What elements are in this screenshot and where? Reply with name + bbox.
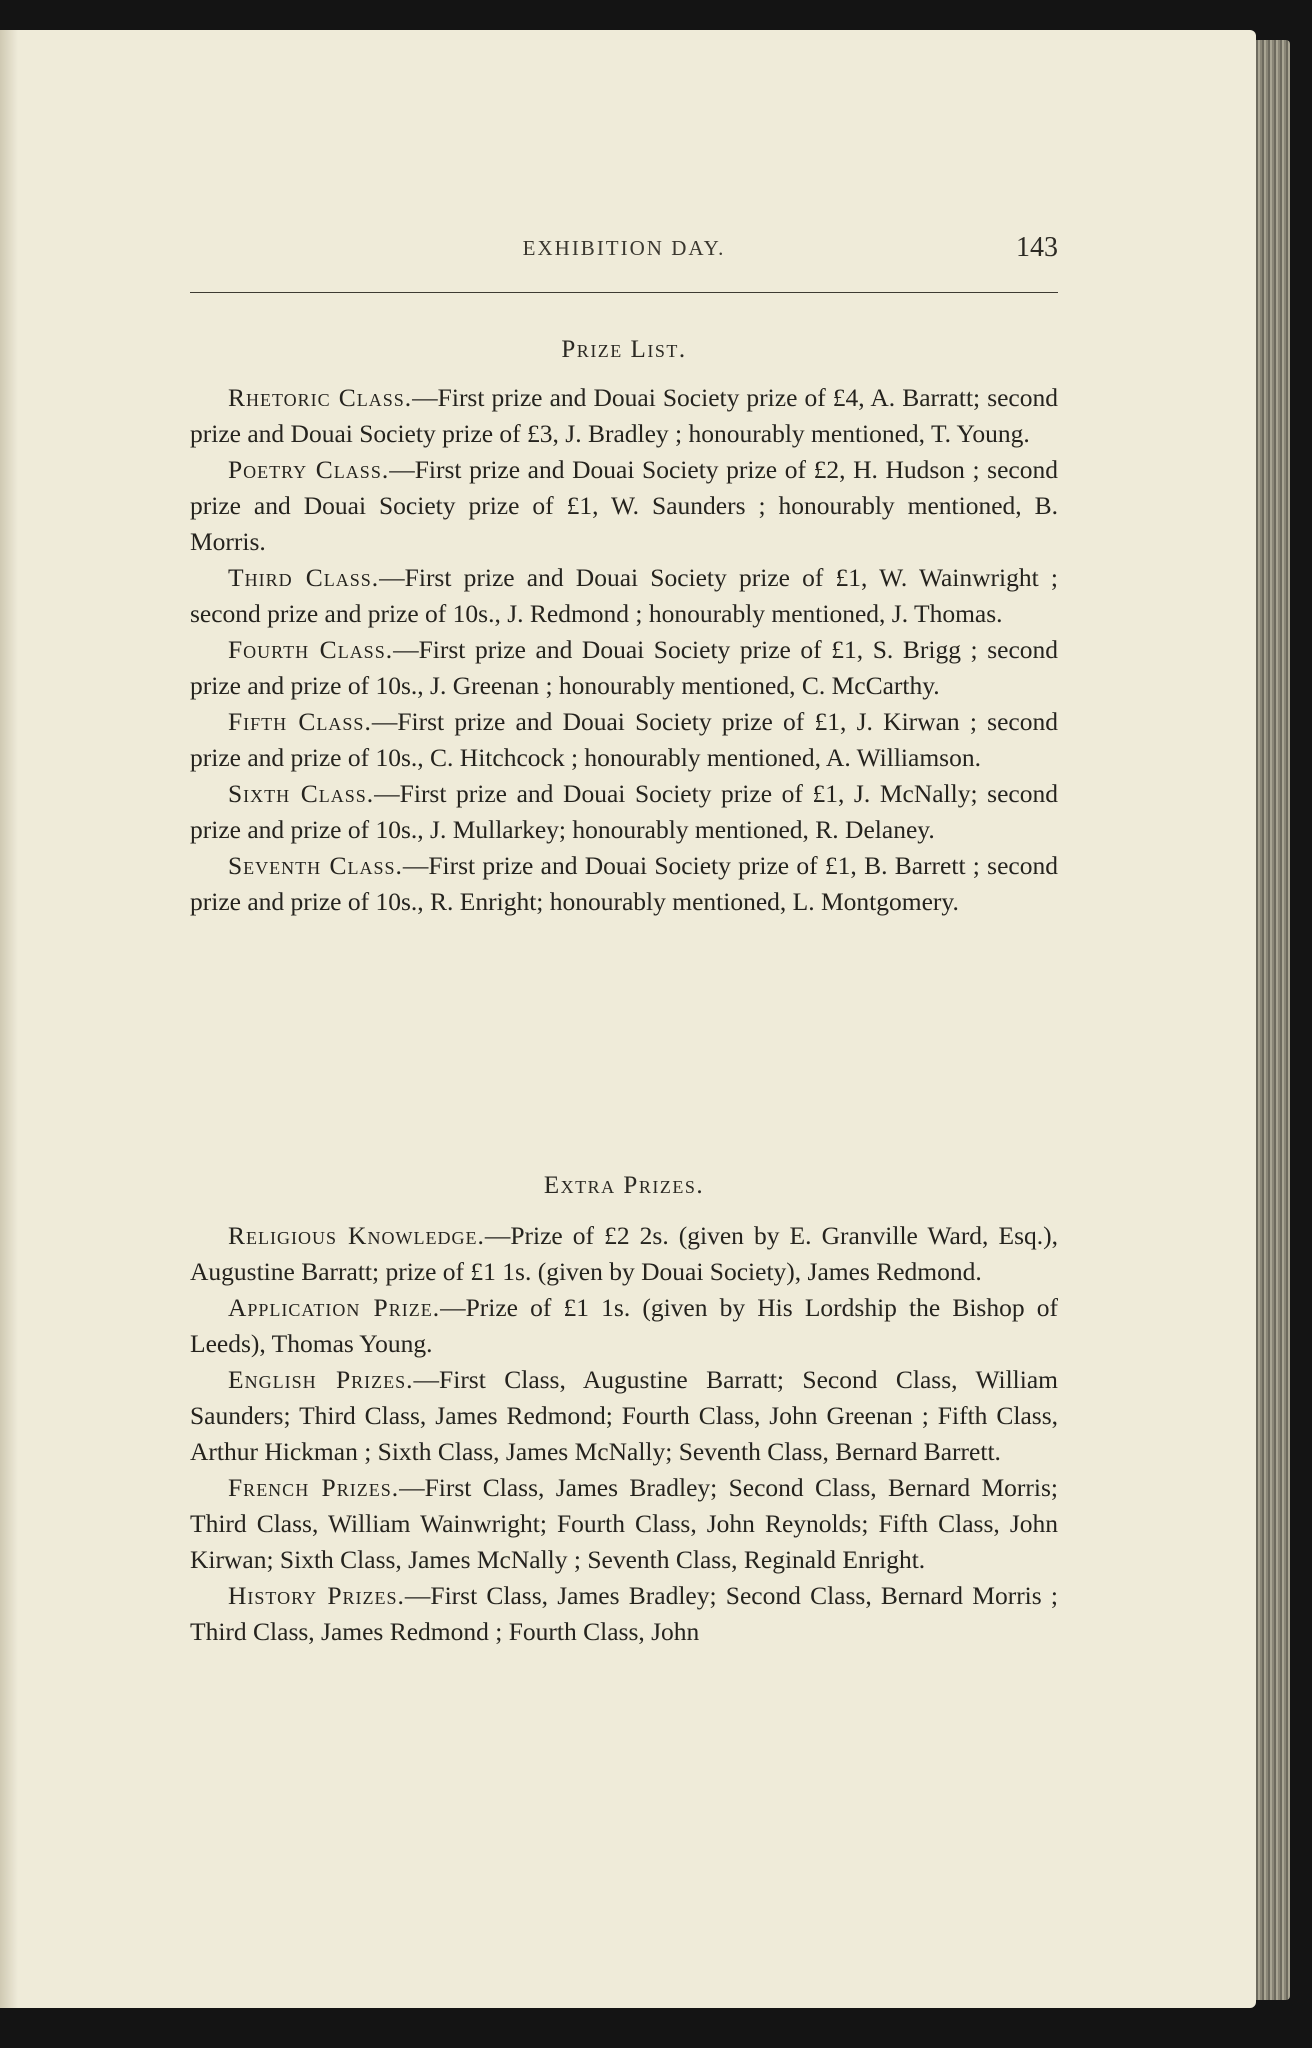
prize-entry [190,704,1058,776]
entry-label: English Prizes. [228,1365,414,1394]
extra-prize-entry [190,1218,1058,1290]
entry-text: —First prize and Douai Society prize of £4, A. Barratt; second prize and Douai Society prize of £3, J. Bradley ; honourably mentioned, T. Young. [190,383,1059,448]
entry-text: —First prize and Douai Society prize of £2, H. Hudson ; second prize and Douai Society prize of £1, W. Saunders ; honourably mentioned, B. Morris. [190,455,1058,556]
entry-label: Third Class. [228,563,380,592]
entry-label: Poetry Class. [228,455,390,484]
extra-prize-entry [190,1362,1058,1470]
entry-text: —First Class, James Bradley; Second Class, Bernard Morris; Third Class, William Wainwright; Fourth Class, John Reynolds; Fifth Class, John Kirwan; Sixth Class, James McNally ; Seventh Class, Reginald Enright. [190,1473,1058,1574]
entry-label: Application Prize. [228,1293,441,1322]
entry-label: Sixth Class. [228,779,375,808]
entry-label: Seventh Class. [228,851,403,880]
entry-text: —Prize of £2 2s. (given by E. Granville Ward, Esq.), Augustine Barratt; prize of £1 1s. (given by Douai Society), James Redmond. [190,1221,1058,1286]
page-stack-edge [1256,40,1290,2000]
extra-prize-entry [190,1578,1058,1650]
prize-entry [190,380,1058,452]
header-rule [190,292,1058,293]
prize-entry [190,848,1058,920]
entry-label: History Prizes. [228,1581,405,1610]
entry-text: —First prize and Douai Society prize of £1, J. McNally; second prize and prize of 10s., J. Mullarkey; honourably mentioned, R. Delaney. [190,779,1058,844]
entry-text: —Prize of £1 1s. (given by His Lordship the Bishop of Leeds), Thomas Young. [190,1293,1058,1358]
entry-text: —First Class, James Bradley; Second Class, Bernard Morris ; Third Class, James Redmond ; Fourth Class, John [190,1581,1058,1646]
running-head [190,232,1058,272]
running-head-title: EXHIBITION DAY. [522,236,726,260]
page-gutter [0,30,18,2008]
prize-list-entries [190,380,1058,920]
entry-label: Rhetoric Class. [228,383,413,412]
prize-entry [190,452,1058,560]
entry-label: French Prizes. [228,1473,400,1502]
page-number: 143 [1016,232,1058,263]
entry-text: —First prize and Douai Society prize of £1, J. Kirwan ; second prize and prize of 10s., C. Hitchcock ; honourably mentioned, A. Williamson. [190,707,1058,772]
extra-prizes-heading: Extra Prizes. [543,1172,705,1199]
entry-text: —First prize and Douai Society prize of £1, B. Barrett ; second prize and prize of 10s., R. Enright; honourably mentioned, L. Montgomery. [190,851,1058,916]
extra-prizes-entries [190,1218,1058,1650]
prize-list-heading: Prize List. [561,336,687,363]
extra-prize-entry [190,1470,1058,1578]
entry-label: Fifth Class. [228,707,372,736]
entry-label: Fourth Class. [228,635,394,664]
prize-entry [190,632,1058,704]
prize-entry [190,560,1058,632]
prize-entry [190,776,1058,848]
entry-label: Religious Knowledge. [228,1221,485,1250]
extra-prize-entry [190,1290,1058,1362]
entry-text: —First prize and Douai Society prize of £1, W. Wainwright ; second prize and prize of 10s., J. Redmond ; honourably mentioned, J. Thomas. [190,563,1058,628]
book-page [0,30,1256,2008]
entry-text: —First prize and Douai Society prize of £1, S. Brigg ; second prize and prize of 10s., J. Greenan ; honourably mentioned, C. McCarthy. [190,635,1059,700]
entry-text: —First Class, Augustine Barratt; Second Class, William Saunders; Third Class, James Redmond; Fourth Class, John Greenan ; Fifth Class, Arthur Hickman ; Sixth Class, James McNally; Seventh Class, Bernard Barrett. [190,1365,1058,1466]
